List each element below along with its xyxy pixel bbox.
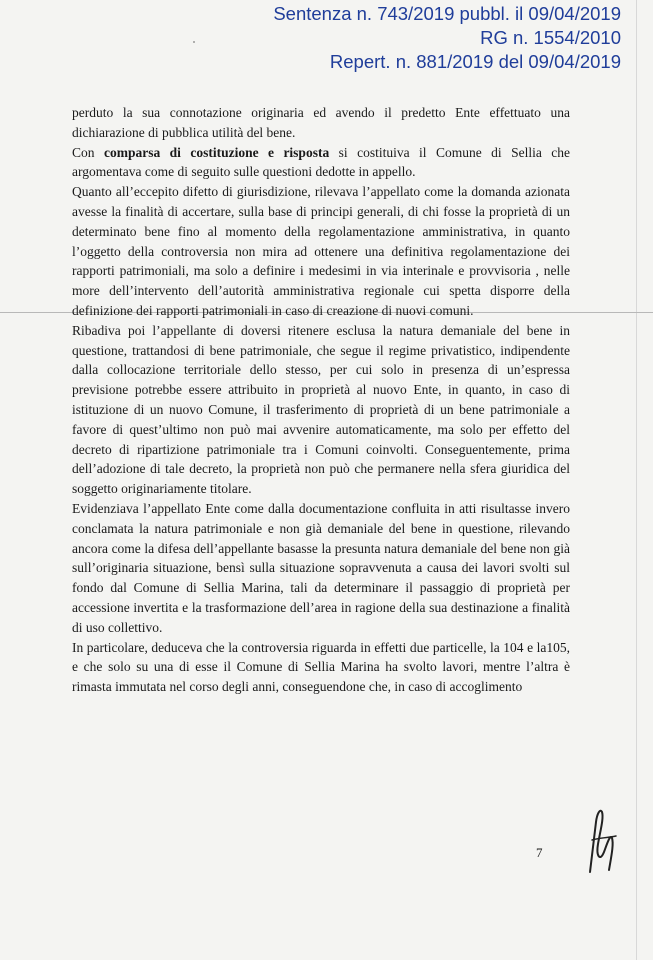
scan-speck <box>193 41 195 43</box>
page-number: 7 <box>536 845 543 860</box>
paragraph-2 <box>72 143 570 183</box>
paragraph-2-pre: Con <box>72 144 104 160</box>
paragraph-2-post: si costituiva il Comune di Sellia che argomentava come di seguito sulle questioni dedotte in appello. <box>72 144 570 180</box>
paragraph-3: Quanto all’eccepito difetto di giurisdizione, rilevava l’appellato come la domanda azionata avesse la finalità di accertare, sulla base di principi generali, di chi fosse la proprietà di un determinato bene fino al momento della regolamentazione amministrativa, in quanto l’oggetto della controversia non mira ad ottenere una definitiva regolamentazione dei rapporti patrimoniali, ma solo a definire i medesimi in via interinale e provvisoria , nelle more dell’intervento dell’autorità amministrativa regionale cui spetta disporre della definizione dei rapporti patrimoniali in caso di creazione di nuovi comuni. <box>72 184 570 318</box>
repertorio-number: Repert. n. 881/2019 del 09/04/2019 <box>329 51 621 72</box>
rg-number: RG n. 1554/2010 <box>480 27 621 48</box>
sentence-number: Sentenza n. 743/2019 pubbl. il 09/04/2019 <box>273 3 621 24</box>
handwritten-signature <box>584 800 624 885</box>
page-edge <box>636 0 637 960</box>
paragraph-4: Ribadiva poi l’appellante di doversi ritenere esclusa la natura demaniale del bene in questione, trattandosi di bene patrimoniale, che segue il regime privatistico, indipendente dalla collocazione territoriale dello stesso, per cui solo in presenza di un’espressa previsione potrebbe essere attribuito in proprietà al nuovo Ente, in quanto, in caso di istituzione di un nuovo Comune, il trasferimento di proprietà di un bene patrimoniale a favore di quest’ultimo non può mai avvenire automaticamente, ma solo per effetto del decreto di ripartizione patrimoniale tra i Comuni coinvolti. Conseguentemente, prima dell’adozione di tale decreto, la proprietà non può che permanere nella sfera giuridica del soggetto originariamente titolare. <box>72 322 570 497</box>
paragraph-1: perduto la sua connotazione originaria ed avendo il predetto Ente effettuato una dichiarazione di pubblica utilità del bene. <box>72 105 570 140</box>
paragraph-5: Evidenziava l’appellato Ente come dalla documentazione confluita in atti risultasse invero conclamata la natura patrimoniale e non già demaniale del bene in questione, rilevando ancora come la difesa dell’appellante basasse la presunta natura demaniale del bene non già sull’originaria situazione, bensì sulla situazione sopravvenuta a causa dei lavori svolti sul fondo dal Comune di Sellia Marina, tali da determinare il passaggio di proprietà per accessione invertita e la trasformazione dell’area in ragione della sua destinazione a finalità di uso collettivo. <box>72 500 570 635</box>
document-body <box>72 103 570 697</box>
paragraph-2-bold: comparsa di costituzione e risposta <box>103 144 330 160</box>
paragraph-6: In particolare, deduceva che la controversia riguarda in effetti due particelle, la 104 e la105, e che solo su una di esse il Comune di Sellia Marina ha svolto lavori, mentre l’altra è rimasta immutata nel corso degli anni, conseguendone che, in caso di accoglimento <box>72 639 570 695</box>
document-header <box>273 2 621 74</box>
